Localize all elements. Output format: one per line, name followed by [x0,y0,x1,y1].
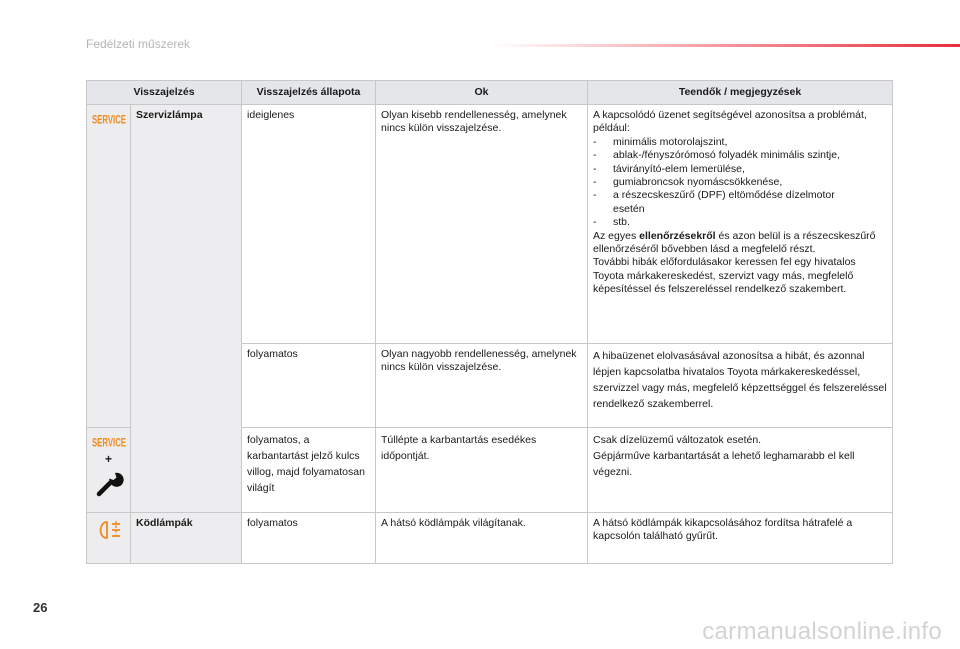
list-item: - távirányító-elem lemerülése, [593,162,745,175]
table-header-row [87,81,893,105]
action-extra: További hibák előfordulásakor keressen fel egy hivatalos Toyota márkakereskedést, szervizt vagy más, megfelelő képesítéssel és felszereléssel rendelkező szakembert. [593,256,856,296]
service-icon-text: SERVICE [91,437,126,450]
indicator-cause: Olyan kisebb rendellenesség, amelynek nincs külön visszajelzése. [376,105,588,344]
list-item: - stb. [593,216,630,229]
warning-lights-table [86,80,893,564]
indicator-cause: A hátsó ködlámpák világítanak. [376,513,588,564]
list-item: - gumiabroncsok nyomáscsökkenése, [593,176,783,189]
list-item: - a részecskeszűrő (DPF) eltömődése dízelmotor [593,189,835,202]
action-intro: A kapcsolódó üzenet segítségével azonosítsa a problémát, például: [593,109,867,135]
table-row [87,513,893,564]
indicator-action: A hátsó ködlámpák kikapcsolásához fordítsa hátrafelé a kapcsolón található gyűrűt. [588,513,893,564]
reference-bold: ellenőrzésekről [639,229,716,242]
indicator-state: folyamatos [242,344,376,428]
table-row [87,105,893,344]
page-header-title: Fedélzeti műszerek [86,37,191,51]
rear-fog-light-icon [94,519,124,541]
list-item: - minimális motorolajszint, [593,135,728,148]
indicator-name: Ködlámpák [131,513,242,564]
fog-light-indicator-cell [87,513,131,564]
action-diesel-note: Csak dízelüzemű változatok esetén. [593,434,762,446]
reference-text: Az egyes ellenőrzésekről és azon belül is a részecskeszűrő ellenőrzéséről bővebben lásd a megfelelő részt. [593,229,876,256]
indicator-state: folyamatos [242,513,376,564]
indicator-action [588,105,893,344]
indicator-cause: Olyan nagyobb rendellenesség, amelynek nincs külön visszajelzése. [376,344,588,428]
list-item: - ablak-/fényszórómosó folyadék minimális szintje, [593,149,841,162]
page-number: 26 [33,600,48,615]
wrench-icon [94,468,124,498]
column-header-action: Teendők / megjegyzések [588,81,893,105]
indicator-action: A hibaüzenet elolvasásával azonosítsa a hibát, és azonnal lépjen kapcsolatba hivatalos Toyota márkakereskedéssel, szervizzel vagy más, megfelelő képzettséggel és felszereléssel rendelkező szakemberrel. [588,344,893,428]
service-icon-text: SERVICE [91,114,126,127]
column-header-cause: Ok [376,81,588,105]
indicator-cause: Túllépte a karbantartás esedékes időpontját. [376,428,588,513]
list-item-continuation: esetén [613,202,645,215]
watermark-text: carmanualsonline.info [702,618,942,645]
service-warning-icon [91,111,127,127]
indicator-action [588,428,893,513]
action-maintenance-note: Gépjárműve karbantartását a lehető leghamarabb el kell végezni. [593,450,855,478]
service-warning-icon [91,434,127,450]
indicator-state: folyamatos, a karbantartást jelző kulcs villog, majd folyamatosan világít [242,428,376,513]
plus-sign: + [104,452,112,466]
indicator-name: Szervizlámpa [131,105,242,513]
service-indicator-cell [87,105,131,428]
header-accent-bar [490,44,960,47]
service-maintenance-indicator-cell [87,428,131,513]
column-header-state: Visszajelzés állapota [242,81,376,105]
column-header-indicator: Visszajelzés [87,81,242,105]
indicator-state: ideiglenes [242,105,376,344]
